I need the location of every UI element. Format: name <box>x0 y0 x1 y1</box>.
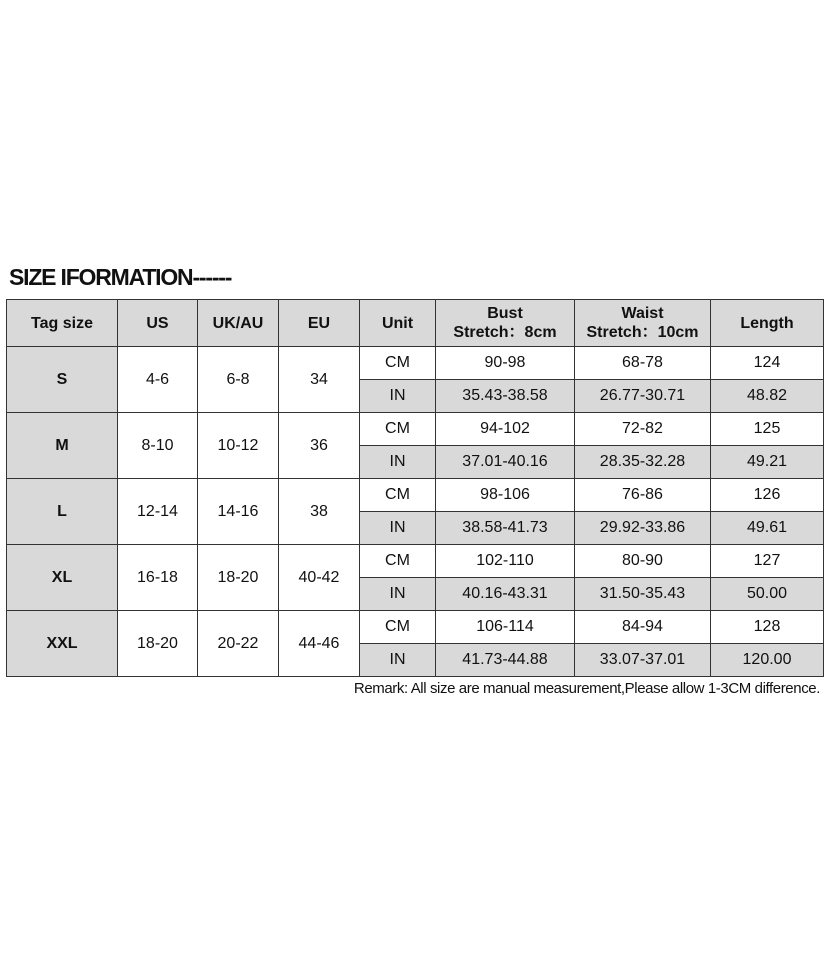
uk-au-cell: 18-20 <box>198 545 279 611</box>
bust-cell: 106-114 <box>436 611 575 644</box>
bust-cell: 40.16-43.31 <box>436 578 575 611</box>
remark-note: Remark: All size are manual measurement,Please allow 1-3CM difference. <box>353 680 820 697</box>
header-unit: Unit <box>360 300 436 347</box>
uk-au-cell: 10-12 <box>198 413 279 479</box>
length-cell: 124 <box>711 347 824 380</box>
waist-cell: 76-86 <box>575 479 711 512</box>
unit-cell: CM <box>360 545 436 578</box>
table-row <box>7 611 824 644</box>
header-bust-label: Bust <box>487 305 523 322</box>
us-cell: 8-10 <box>118 413 198 479</box>
us-cell: 4-6 <box>118 347 198 413</box>
header-tag-size: Tag size <box>7 300 118 347</box>
unit-cell: IN <box>360 512 436 545</box>
length-cell: 126 <box>711 479 824 512</box>
table-row <box>7 545 824 578</box>
eu-cell: 34 <box>279 347 360 413</box>
waist-cell: 72-82 <box>575 413 711 446</box>
length-cell: 49.61 <box>711 512 824 545</box>
uk-au-cell: 20-22 <box>198 611 279 677</box>
bust-cell: 102-110 <box>436 545 575 578</box>
table-row <box>7 413 824 446</box>
length-cell: 127 <box>711 545 824 578</box>
header-length: Length <box>711 300 824 347</box>
us-cell: 16-18 <box>118 545 198 611</box>
size-chart-table <box>6 299 824 677</box>
page-title: SIZE IFORMATION------ <box>9 264 232 290</box>
header-us: US <box>118 300 198 347</box>
header-waist <box>575 300 711 347</box>
tag-size-cell: XL <box>7 545 118 611</box>
waist-cell: 26.77-30.71 <box>575 380 711 413</box>
us-cell: 18-20 <box>118 611 198 677</box>
unit-cell: CM <box>360 413 436 446</box>
header-row <box>7 300 824 347</box>
bust-cell: 37.01-40.16 <box>436 446 575 479</box>
waist-cell: 84-94 <box>575 611 711 644</box>
waist-cell: 33.07-37.01 <box>575 644 711 677</box>
header-waist-label: Waist <box>621 305 664 322</box>
waist-cell: 80-90 <box>575 545 711 578</box>
tag-size-cell: L <box>7 479 118 545</box>
uk-au-cell: 6-8 <box>198 347 279 413</box>
unit-cell: IN <box>360 578 436 611</box>
unit-cell: CM <box>360 347 436 380</box>
unit-cell: IN <box>360 644 436 677</box>
us-cell: 12-14 <box>118 479 198 545</box>
length-cell: 49.21 <box>711 446 824 479</box>
eu-cell: 38 <box>279 479 360 545</box>
bust-cell: 38.58-41.73 <box>436 512 575 545</box>
length-cell: 125 <box>711 413 824 446</box>
bust-cell: 94-102 <box>436 413 575 446</box>
waist-cell: 31.50-35.43 <box>575 578 711 611</box>
length-cell: 120.00 <box>711 644 824 677</box>
waist-cell: 28.35-32.28 <box>575 446 711 479</box>
table-row <box>7 479 824 512</box>
length-cell: 128 <box>711 611 824 644</box>
tag-size-cell: M <box>7 413 118 479</box>
header-eu: EU <box>279 300 360 347</box>
header-uk-au: UK/AU <box>198 300 279 347</box>
bust-cell: 90-98 <box>436 347 575 380</box>
length-cell: 48.82 <box>711 380 824 413</box>
waist-cell: 29.92-33.86 <box>575 512 711 545</box>
eu-cell: 44-46 <box>279 611 360 677</box>
bust-cell: 35.43-38.58 <box>436 380 575 413</box>
header-bust <box>436 300 575 347</box>
unit-cell: IN <box>360 380 436 413</box>
eu-cell: 36 <box>279 413 360 479</box>
tag-size-cell: XXL <box>7 611 118 677</box>
bust-cell: 41.73-44.88 <box>436 644 575 677</box>
table-row <box>7 347 824 380</box>
uk-au-cell: 14-16 <box>198 479 279 545</box>
unit-cell: CM <box>360 479 436 512</box>
eu-cell: 40-42 <box>279 545 360 611</box>
header-bust-stretch: Stretch：8cm <box>453 324 557 341</box>
waist-cell: 68-78 <box>575 347 711 380</box>
tag-size-cell: S <box>7 347 118 413</box>
unit-cell: CM <box>360 611 436 644</box>
header-waist-stretch: Stretch：10cm <box>586 324 699 341</box>
bust-cell: 98-106 <box>436 479 575 512</box>
length-cell: 50.00 <box>711 578 824 611</box>
unit-cell: IN <box>360 446 436 479</box>
